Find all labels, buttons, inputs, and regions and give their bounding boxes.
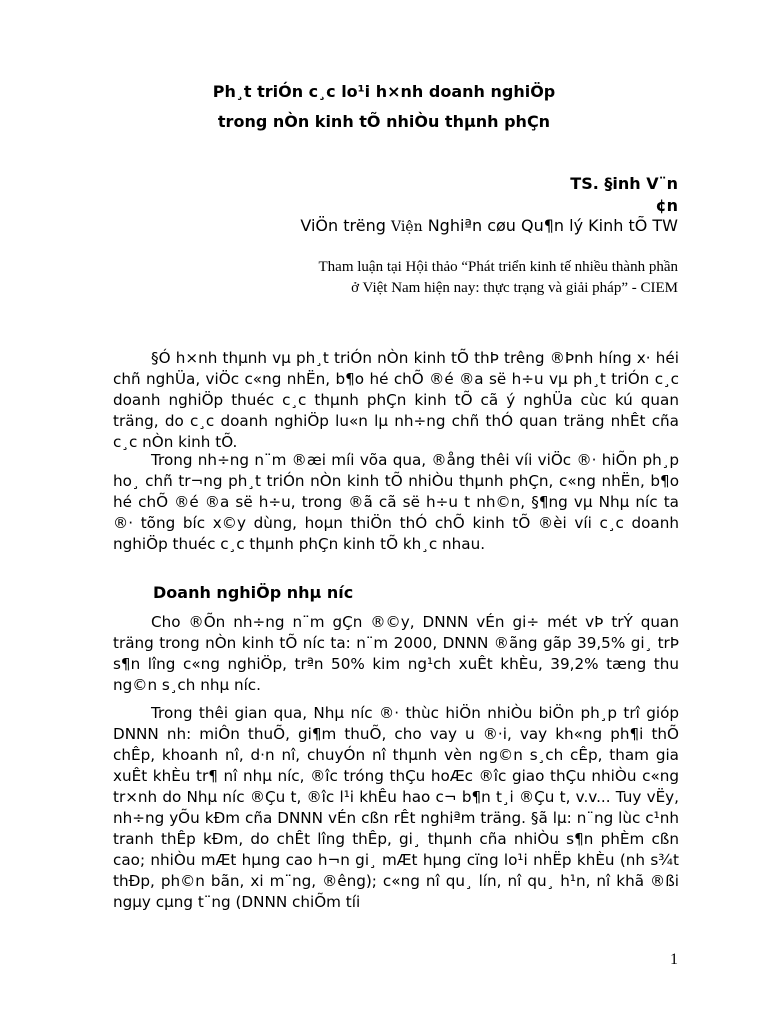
paragraph-text: Trong nh÷ng n¨m ®æi míi võa qua, ®ång thêi víi viÖc ®· hiÕn ph¸p ho¸ chñ tr¬ng ph¸t triÓn nÒn kinh tÕ nhiÒu thµnh phÇn, c«ng nhËn, b¶o hé chÕ ®é ®a së h÷u, trong ®ã cã së h÷u t nh©n, §¶ng vµ Nhµ níc ta ®· tõng bíc x©y dùng, hoµn thiÖn thÓ chÕ kinh tÕ ®èi víi c¸c doanh nghiÖp thuéc c¸c thµnh phÇn kinh tÕ kh¸c nhau. bbox=[113, 451, 679, 553]
paragraph-1 bbox=[113, 348, 679, 453]
paragraph-3 bbox=[113, 612, 679, 696]
author-name-line-1: TS. §inh V¨n bbox=[570, 174, 678, 193]
affiliation-part-3: Nghiªn cøu Qu¶n lý Kinh tÕ TW bbox=[422, 216, 678, 235]
conference-note-line-1: Tham luận tại Hội thảo “Phát triển kinh tế nhiều thành phần bbox=[318, 259, 678, 275]
conference-note bbox=[218, 257, 678, 299]
paragraph-2 bbox=[113, 450, 679, 555]
section-heading: Doanh nghiÖp nhµ níc bbox=[153, 583, 354, 602]
paragraph-text: Cho ®Õn nh÷ng n¨m gÇn ®©y, DNNN vÉn gi÷ mét vÞ trÝ quan träng trong nÒn kinh tÕ níc ta: n¨m 2000, DNNN ®ãng gãp 39,5% gi¸ trÞ s¶n lîng c«ng nghiÖp, trªn 50% kim ng¹ch xuÊt khÈu, 39,2% tæng thu ng©n s¸ch nhµ níc. bbox=[113, 613, 679, 694]
affiliation-part-2: Viện bbox=[390, 219, 423, 235]
author-affiliation bbox=[300, 216, 678, 237]
document-title-line-2: trong nÒn kinh tÕ nhiÒu thµnh phÇn bbox=[217, 112, 551, 131]
paragraph-text: Trong thêi gian qua, Nhµ níc ®· thùc hiÖn nhiÒu biÖn ph¸p trî gióp DNNN nh: miÔn thuÕ, gi¶m thuÕ, cho vay u ®·i, vay kh«ng ph¶i thÕ chÊp, khoanh nî, d·n nî, chuyÓn nî thµnh vèn ng©n s¸ch cÊp, tham gia xuÊt khÈu tr¶ nî nhµ níc, ®îc tróng thÇu hoÆc ®îc giao thÇu nhiÒu c«ng tr×nh do Nhµ níc ®Çu t, ®îc l¹i khÊu hao c¬ b¶n t¸i ®Çu t, v.v... Tuy vËy, nh÷ng yÕu kÐm cña DNNN vÉn cßn rÊt nghiªm träng. §ã lµ: n¨ng lùc c¹nh tranh thÊp kÐm, do chÊt lîng thÊp, gi¸ thµnh cña nhiÒu s¶n phÈm cßn cao; nhiÒu mÆt hµng cao h¬n gi¸ mÆt hµng cïng lo¹i nhËp khÈu (nh s¾t thÐp, ph©n bãn, xi m¨ng, ®êng); c«ng nî qu¸ lín, nî qu¸ h¹n, nî khã ®ßi ngµy cµng t¨ng (DNNN chiÕm tíi bbox=[113, 704, 679, 911]
conference-note-line-2: ở Việt Nam hiện nay: thực trạng và giải pháp” - CIEM bbox=[351, 280, 678, 296]
author-name-line-2: ¢n bbox=[655, 196, 678, 215]
page-number: 1 bbox=[670, 951, 678, 968]
document-title-line-1: Ph¸t triÓn c¸c lo¹i h×nh doanh nghiÖp bbox=[212, 82, 556, 101]
affiliation-part-1: ViÖn trëng bbox=[300, 216, 391, 235]
paragraph-text: §Ó h×nh thµnh vµ ph¸t triÓn nÒn kinh tÕ thÞ trêng ®Þnh híng x· héi chñ nghÜa, viÖc c«ng nhËn, b¶o hé chÕ ®é ®a së h÷u vµ ph¸t triÓn c¸c doanh nghiÖp thuéc c¸c thµnh phÇn kinh tÕ cã ý nghÜa cùc kú quan träng, do c¸c doanh nghiÖp lu«n lµ nh÷ng chñ thÓ quan träng nhÊt cña c¸c nÒn kinh tÕ. bbox=[113, 349, 679, 451]
paragraph-4 bbox=[113, 703, 679, 913]
